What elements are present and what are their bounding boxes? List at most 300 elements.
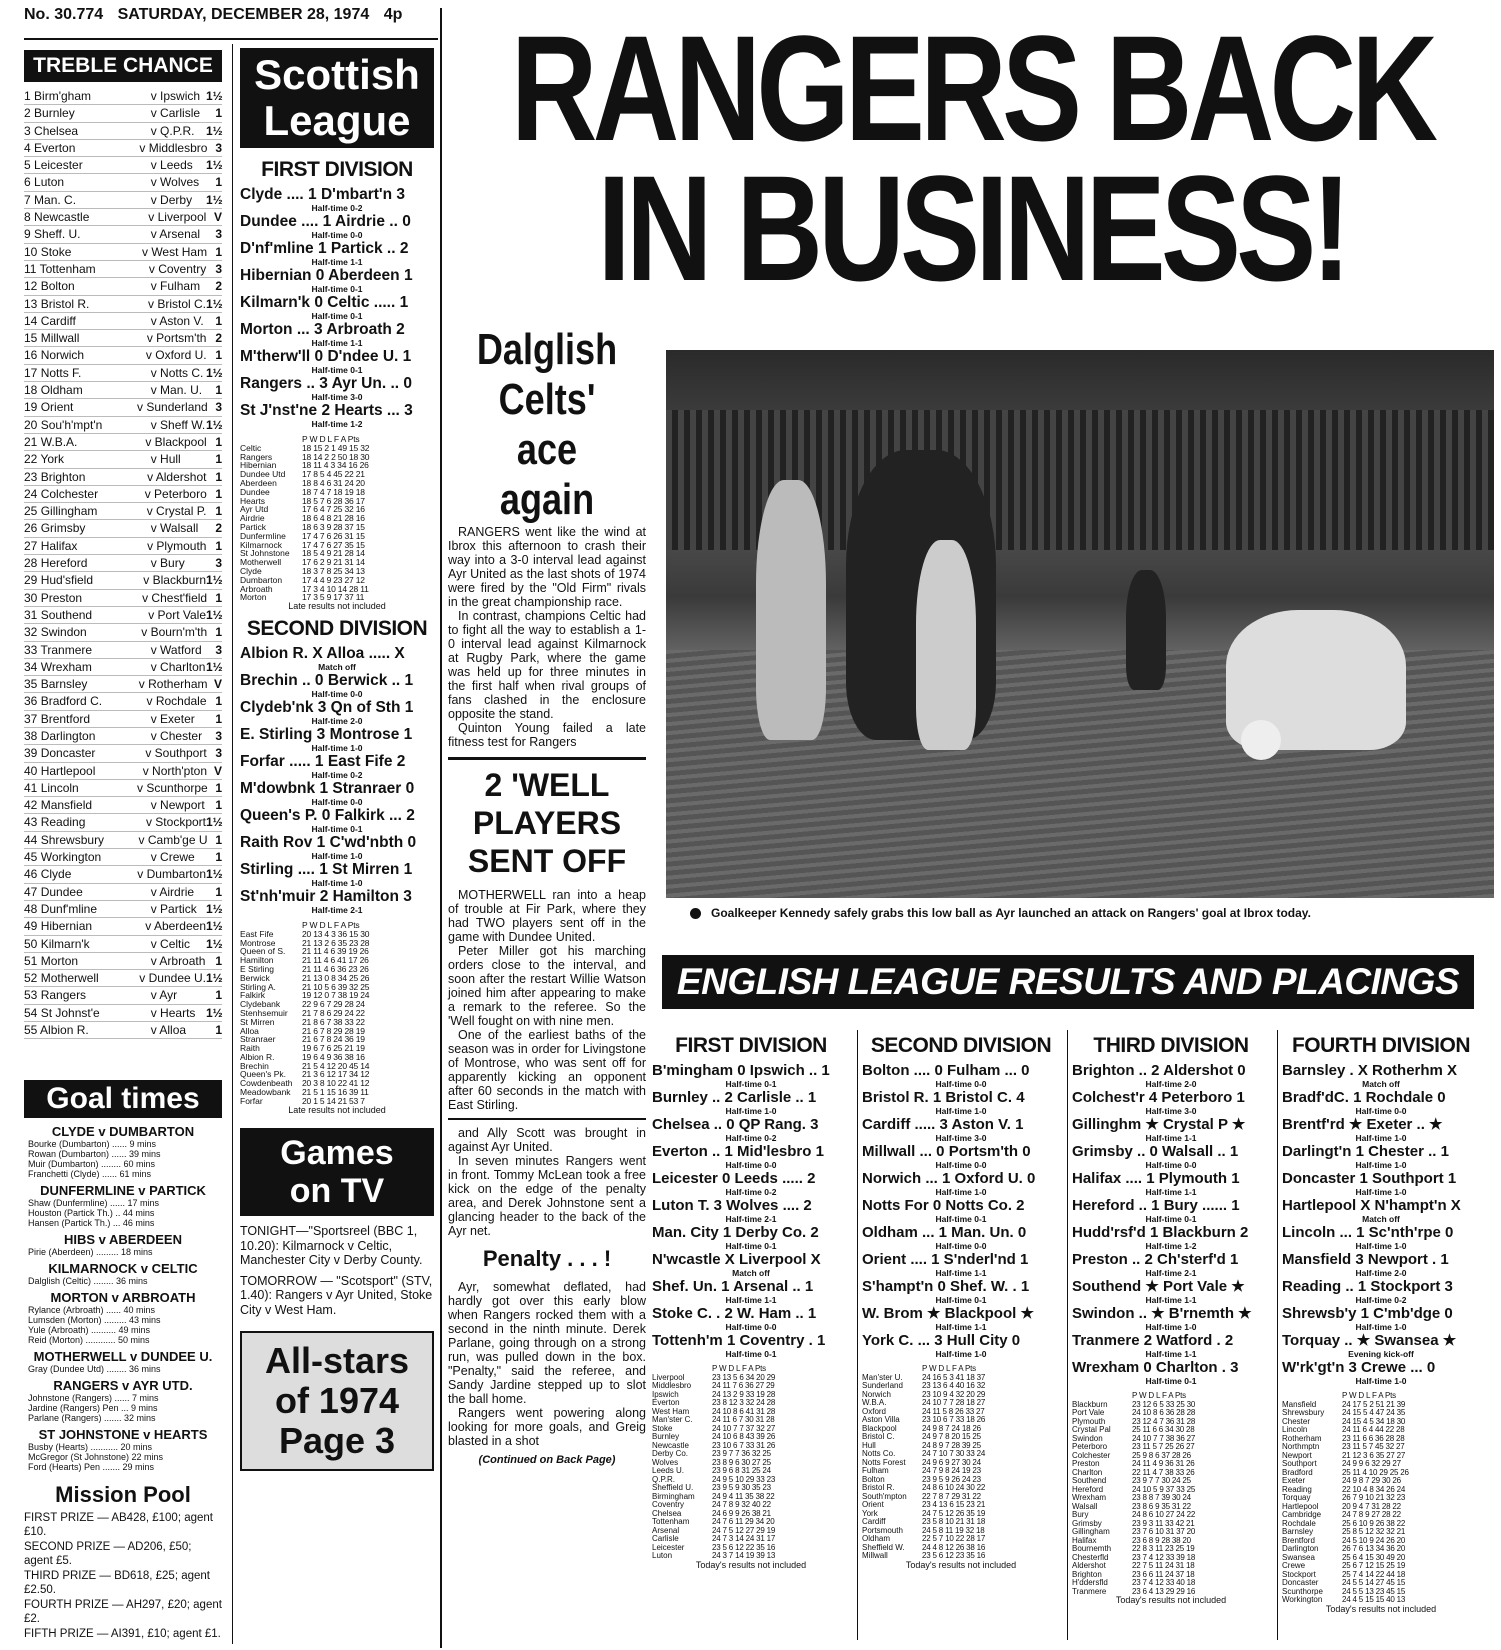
prediction: 3 <box>215 556 222 571</box>
team-stats: 25 9 8 6 37 28 26 <box>1132 1450 1191 1460</box>
team-stats: 23 11 5 7 45 32 27 <box>1342 1442 1405 1451</box>
coupon-number: 21 <box>24 434 38 449</box>
prediction: 1½ <box>206 607 223 622</box>
team-stats: 21 13 0 8 34 25 26 <box>302 972 370 983</box>
team-name: Notts Forest <box>862 1457 906 1467</box>
team-stats: 24 8 6 10 27 24 22 <box>1132 1510 1196 1519</box>
half-time-score: Half-time 0-0 <box>725 1322 777 1332</box>
team-stats: 23 11 5 7 25 26 27 <box>1132 1442 1195 1451</box>
team-name: Luton <box>652 1551 673 1560</box>
treble-chance-row <box>24 1005 222 1022</box>
away-team: v Sunderland <box>137 400 208 415</box>
result-line: Millwall ... 0 Portsm'th 0 <box>862 1143 1031 1160</box>
match-home <box>24 330 147 346</box>
scorer: Yule (Arbroath) .......... 49 mins <box>28 1325 151 1335</box>
treble-chance-row <box>24 642 222 659</box>
prediction: 1 <box>215 798 222 813</box>
prediction: 1 <box>215 625 222 640</box>
team-name: Stirling A. <box>240 981 276 992</box>
team-stats: 23 10 6 7 33 18 26 <box>922 1415 986 1424</box>
half-time-score: Half-time 0-0 <box>935 1079 987 1089</box>
paragraph: MOTHERWELL ran into a heap of trouble at Fir Park, where they had TWO players sent off in the game with Dundee United. <box>448 888 646 944</box>
away-team: v Sheff W. <box>150 417 206 432</box>
kicker: again <box>499 475 595 524</box>
prediction: 3 <box>215 728 222 743</box>
team-stats: 18 3 7 8 25 34 13 <box>302 565 365 576</box>
half-time-score: Match off <box>1362 1079 1400 1089</box>
prediction: 1 <box>215 832 222 847</box>
half-time-score: Half-time 3-0 <box>311 392 363 402</box>
match-home <box>24 313 151 329</box>
away-team: v Liverpool <box>148 210 207 225</box>
crosshead: Penalty . . . ! <box>482 1246 612 1271</box>
home-team: Clyde <box>40 867 72 882</box>
team-stats: 22 9 6 7 29 28 24 <box>302 999 365 1010</box>
match-home <box>24 88 151 104</box>
goal-times-match <box>24 1261 222 1286</box>
team-stats: 25 11 4 10 29 25 26 <box>1342 1467 1409 1477</box>
home-team: St Johnst'e <box>40 1005 100 1020</box>
treble-chance-row <box>24 261 222 278</box>
caption-text: Goalkeeper Kennedy safely grabs this low ball as Ayr launched an attack on Rangers' goal at Ibrox today. <box>711 906 1311 920</box>
team-stats: 23 12 4 7 36 31 28 <box>1132 1416 1196 1426</box>
team-name: Airdrie <box>240 513 265 524</box>
scorer: Johnstone (Rangers) ...... 7 mins <box>28 1393 159 1403</box>
half-time-score: Half-time 1-1 <box>725 1295 777 1305</box>
team-stats: 24 10 7 7 38 36 27 <box>1132 1433 1196 1443</box>
half-time-score: Half-time 0-2 <box>311 769 363 780</box>
team-stats: 24 10 7 7 28 18 27 <box>922 1398 986 1407</box>
match-home <box>24 278 151 294</box>
half-time-score: Half-time 0-1 <box>311 311 363 321</box>
team-name: Leicester <box>652 1542 685 1552</box>
half-time-score: Half-time 0-1 <box>725 1241 777 1251</box>
match-home <box>24 503 147 519</box>
away-team: v Exeter <box>150 711 195 726</box>
prediction: 1 <box>215 383 222 398</box>
team-name: Queen's Pk. <box>240 1069 287 1080</box>
half-time-score: Half-time 1-0 <box>1145 1322 1197 1332</box>
team-stats: 21 7 8 6 29 24 22 <box>302 1007 365 1018</box>
team-stats: 19 6 4 9 36 38 16 <box>302 1051 365 1062</box>
prediction: 3 <box>215 261 222 276</box>
team-name: Rangers <box>240 451 273 462</box>
result-line: S'hampt'n 0 Shef. W. . 1 <box>862 1278 1030 1295</box>
story-body <box>448 525 646 749</box>
away-team: v Derby <box>150 192 193 207</box>
half-time-score: Half-time 0-1 <box>311 365 363 375</box>
team-stats: 18 7 4 7 18 19 18 <box>302 486 365 497</box>
scorer: Shaw (Dunfermline) ...... 17 mins <box>28 1198 160 1208</box>
result-line: Doncaster 1 Southport 1 <box>1282 1170 1457 1187</box>
result-line: Southend ★ Port Vale ★ <box>1072 1278 1245 1295</box>
coupon-number: 31 <box>24 607 38 622</box>
team-name: Workington <box>1282 1595 1323 1604</box>
header-cells: P W D L F A Pts <box>1342 1391 1396 1400</box>
home-team: Notts F. <box>40 365 82 380</box>
prediction: 1½ <box>206 365 223 380</box>
result-line: Darlingt'n 1 Chester .. 1 <box>1282 1143 1449 1160</box>
goal-times-match <box>24 1124 222 1179</box>
paragraph: Quinton Young failed a late fitness test for Rangers <box>448 721 646 749</box>
coupon-number: 45 <box>24 850 38 865</box>
match-home <box>24 918 145 934</box>
match-home <box>24 296 148 312</box>
header-cells: P W D L F A Pts <box>302 919 360 930</box>
team-stats: 23 8 8 7 39 30 24 <box>1132 1493 1191 1502</box>
title-line: League <box>263 97 411 144</box>
scottish-first-division-results <box>240 186 434 429</box>
half-time-score: Half-time 2-0 <box>1355 1268 1407 1278</box>
team-name: Gillingham <box>1072 1527 1110 1536</box>
team-stats: 23 6 8 9 28 38 20 <box>1132 1535 1191 1545</box>
team-name: Port Vale <box>1072 1408 1105 1417</box>
treble-chance-row <box>24 244 222 261</box>
match-home <box>24 884 151 900</box>
team-stats: 24 11 7 6 36 27 29 <box>712 1381 775 1390</box>
team-stats: 24 13 2 9 33 19 28 <box>712 1389 776 1399</box>
treble-chance-row <box>24 745 222 762</box>
all-stars-promo[interactable] <box>240 1331 434 1471</box>
match-title: KILMARNOCK v CELTIC <box>48 1261 198 1276</box>
team-stats: 21 11 4 6 41 17 26 <box>302 955 369 966</box>
coupon-number: 10 <box>24 244 38 259</box>
result-line: Bradf'dC. 1 Rochdale 0 <box>1282 1089 1446 1106</box>
result-line: Stoke C. . 2 W. Ham .. 1 <box>652 1305 817 1322</box>
match-home <box>24 814 146 830</box>
away-team: v Partick <box>150 901 197 916</box>
prediction: 1 <box>215 590 222 605</box>
result-line: Hartlepool X N'hampt'n X <box>1282 1197 1461 1214</box>
away-team: v Crystal P. <box>146 504 207 519</box>
team-stats: 23 7 6 10 31 37 20 <box>1132 1527 1196 1536</box>
away-team: v North'pton <box>142 763 208 778</box>
half-time-score: Half-time 2-1 <box>725 1214 777 1224</box>
treble-chance-row <box>24 624 222 641</box>
home-team: Dunf'mline <box>40 901 98 916</box>
coupon-number: 19 <box>24 400 38 415</box>
team-stats: 25 6 7 12 15 25 19 <box>1342 1561 1406 1570</box>
home-team: Oldham <box>40 383 83 398</box>
team-name: Chelsea <box>652 1508 682 1518</box>
prediction: 1 <box>215 988 222 1003</box>
result-line: Barnsley . X Rotherhm X <box>1282 1062 1458 1079</box>
team-stats: 23 13 6 4 40 16 32 <box>922 1381 986 1390</box>
result-line: Hudd'rsf'd 1 Blackburn 2 <box>1072 1224 1249 1241</box>
away-team: v Carlisle <box>150 106 201 121</box>
coupon-number: 42 <box>24 798 38 813</box>
team-name: Peterboro <box>1072 1442 1108 1451</box>
coupon-number: 41 <box>24 780 38 795</box>
scottish-second-division-table <box>240 921 434 1115</box>
treble-chance-row <box>24 711 222 728</box>
kicker: Dalglish <box>476 325 618 374</box>
result-line: D'nf'mline 1 Partick .. 2 <box>240 240 409 257</box>
team-name: Doncaster <box>1282 1578 1319 1587</box>
coupon-number: 15 <box>24 331 38 346</box>
result-line: Dundee .... 1 Airdrie .. 0 <box>240 213 411 230</box>
home-team: Shrewsbury <box>40 832 105 847</box>
result-line: Luton T. 3 Wolves .... 2 <box>652 1197 812 1214</box>
team-stats: 21 5 4 12 20 45 14 <box>302 1060 370 1071</box>
match-home <box>24 209 148 225</box>
team-stats: 17 4 7 6 26 31 15 <box>302 530 365 541</box>
paragraph: Rangers went powering along looking for more goals, and Greig blasted in a shot <box>448 1406 646 1448</box>
team-name: Grimsby <box>1072 1518 1102 1528</box>
coupon-number: 6 <box>24 175 31 190</box>
result-line: W. Brom ★ Blackpool ★ <box>862 1305 1034 1322</box>
home-team: Sheff. U. <box>34 227 81 242</box>
team-name: Reading <box>1282 1484 1312 1494</box>
result-line: Hibernian 0 Aberdeen 1 <box>240 267 413 284</box>
home-team: Gillingham <box>40 504 98 519</box>
team-name: Stoke <box>652 1423 673 1433</box>
away-team: v West Ham <box>141 244 208 259</box>
half-time-score: Half-time 1-0 <box>311 877 363 888</box>
coupon-number: 2 <box>24 106 31 121</box>
team-stats: 17 4 7 6 27 35 15 <box>302 539 365 550</box>
result-line: M'dowbnk 1 Stranraer 0 <box>240 779 415 797</box>
prediction: 1 <box>215 1023 222 1038</box>
team-name: Motherwell <box>240 557 282 568</box>
team-name: Forfar <box>240 1095 263 1106</box>
team-name: Sunderland <box>862 1381 903 1390</box>
match-home <box>24 590 142 606</box>
prediction: 1 <box>215 694 222 709</box>
subheadline: 2 'WELL PLAYERS SENT OFF <box>448 757 646 880</box>
games-on-tv-title <box>240 1128 434 1216</box>
away-team: v Walsall <box>150 521 199 536</box>
team-name: Alloa <box>240 1025 259 1036</box>
team-stats: 19 6 7 6 25 21 19 <box>302 1043 365 1054</box>
treble-chance-list <box>24 88 222 1039</box>
team-name: Man'ster U. <box>862 1372 903 1382</box>
team-stats: 24 9 5 10 29 33 23 <box>712 1474 776 1484</box>
result-line: York C. ... 3 Hull City 0 <box>862 1332 1021 1349</box>
team-name: Stockport <box>1282 1569 1316 1579</box>
away-team: v Dundee U. <box>139 971 206 986</box>
team-name: Shrewsbury <box>1282 1408 1325 1417</box>
team-stats: 21 8 6 7 38 33 22 <box>302 1016 365 1027</box>
away-team: v Leeds <box>150 158 193 173</box>
team-name: Tottenham <box>652 1517 690 1526</box>
match-home <box>24 745 145 761</box>
home-team: Colchester <box>40 486 99 501</box>
header-cells: P W D L F A Pts <box>922 1364 976 1373</box>
team-name: Meadowbank <box>240 1087 291 1098</box>
treble-chance-row <box>24 88 222 105</box>
prediction: 2 <box>215 279 222 294</box>
team-stats: 24 5 5 13 23 45 15 <box>1342 1586 1406 1596</box>
league-table <box>652 1365 850 1569</box>
treble-chance-row <box>24 814 222 831</box>
treble-chance-row <box>24 469 222 486</box>
home-team: Bolton <box>40 279 75 294</box>
team-name: Mansfield <box>1282 1399 1317 1409</box>
away-team: v Ipswich <box>150 89 201 103</box>
player-figure <box>1126 570 1166 690</box>
treble-chance-row <box>24 538 222 555</box>
team-stats: 23 7 4 12 33 39 18 <box>1132 1552 1196 1562</box>
half-time-score: Half-time 1-0 <box>1355 1241 1407 1251</box>
division-title: FIRST DIVISION <box>675 1034 827 1057</box>
scottish-first-division-table <box>240 435 434 611</box>
team-name: Raith <box>240 1043 260 1054</box>
prediction: 1½ <box>206 901 223 916</box>
away-team: v Scunthorpe <box>137 780 208 795</box>
home-team: York <box>40 452 65 467</box>
team-stats: 18 14 2 2 50 18 30 <box>302 451 370 462</box>
coupon-number: 40 <box>24 763 38 778</box>
coupon-number: 47 <box>24 884 38 899</box>
away-team: v Peterboro <box>144 486 207 501</box>
half-time-score: Half-time 0-2 <box>725 1187 777 1197</box>
team-stats: 24 9 7 8 20 15 25 <box>922 1432 981 1441</box>
goal-times-list <box>24 1124 222 1472</box>
away-team: v Celtic <box>150 936 191 951</box>
away-team: v Blackpool <box>145 434 207 449</box>
team-stats: 24 8 9 7 28 39 25 <box>922 1440 981 1450</box>
home-team: Sou'h'mpt'n <box>40 417 103 432</box>
away-team: v Dumbarton <box>137 867 206 882</box>
result-line: Shef. Un. 1 Arsenal .. 1 <box>652 1278 814 1295</box>
team-stats: 24 5 8 11 19 32 18 <box>922 1525 985 1535</box>
team-stats: 17 6 2 9 21 31 14 <box>302 557 365 568</box>
result-line: Tottenh'm 1 Coventry . 1 <box>652 1332 826 1349</box>
treble-chance-row <box>24 520 222 537</box>
team-stats: 23 9 3 11 33 42 21 <box>1132 1518 1195 1528</box>
home-team: Man. C. <box>34 192 77 207</box>
away-team: v Stockport <box>145 815 206 830</box>
team-stats: 24 10 6 8 43 39 26 <box>712 1432 776 1441</box>
away-team: v Wolves <box>150 175 200 190</box>
prediction: 1½ <box>206 158 223 173</box>
tv-listing: TONIGHT—"Sportsreel (BBC 1, 10.20): Kilmarnock v Celtic, Manchester City v Derby County. <box>240 1224 423 1268</box>
home-team: Hud'sfield <box>40 573 94 588</box>
prediction: 1 <box>215 452 222 467</box>
away-team: v Watford <box>150 642 202 657</box>
paragraph: RANGERS went like the wind at Ibrox this afternoon to crash their way into a 3-0 interval lead against Ayr United as the last shots of 1974 were fired by the "Old Firm" rivals in the great championship race. <box>448 525 646 609</box>
half-time-score: Half-time 1-1 <box>935 1268 987 1278</box>
team-stats: 24 5 5 14 27 45 15 <box>1342 1578 1406 1587</box>
coupon-number: 55 <box>24 1023 38 1038</box>
team-stats: 23 8 12 3 32 24 28 <box>712 1398 776 1407</box>
team-name: Torquay <box>1282 1493 1311 1502</box>
result-line: B'mingham 0 Ipswich .. 1 <box>652 1062 830 1079</box>
half-time-score: Half-time 0-0 <box>725 1160 777 1170</box>
treble-chance-row <box>24 434 222 451</box>
coupon-number: 32 <box>24 625 38 640</box>
team-stats: 26 7 6 13 34 36 20 <box>1342 1544 1406 1553</box>
result-line: Lincoln ... 1 Sc'nth'rpe 0 <box>1282 1224 1454 1241</box>
player-figure <box>916 540 976 750</box>
coupon-number: 17 <box>24 365 38 380</box>
away-team: v Notts C. <box>150 365 204 380</box>
team-name: Middlesbro <box>652 1381 692 1390</box>
match-home <box>24 797 151 813</box>
match-home <box>24 970 139 986</box>
half-time-score: Half-time 1-0 <box>725 1106 777 1116</box>
coupon-number: 29 <box>24 573 38 588</box>
away-team: v Q.P.R. <box>150 123 195 138</box>
half-time-score: Half-time 1-0 <box>935 1349 987 1359</box>
prediction: 1 <box>215 538 222 553</box>
team-stats: 25 7 4 14 22 44 18 <box>1342 1569 1406 1579</box>
result-line: Mansfield 3 Newport . 1 <box>1282 1251 1449 1268</box>
half-time-score: Half-time 0-1 <box>935 1295 987 1305</box>
home-team: Cardiff <box>40 313 76 328</box>
masthead-rule <box>24 38 438 40</box>
away-team: v Bristol C. <box>147 296 206 311</box>
half-time-score: Half-time 0-0 <box>311 230 363 240</box>
team-name: Norwich <box>862 1389 891 1399</box>
column-rule <box>857 1030 858 1640</box>
half-time-score: Half-time 0-0 <box>311 796 363 807</box>
story-body <box>448 1126 646 1238</box>
team-stats: 24 15 5 4 47 24 35 <box>1342 1408 1406 1417</box>
team-stats: 23 5 8 10 21 31 18 <box>922 1517 986 1526</box>
coupon-number: 44 <box>24 832 38 847</box>
team-name: South'mpton <box>862 1491 907 1501</box>
prediction: 1½ <box>206 573 223 588</box>
bullet-icon <box>690 908 701 919</box>
treble-chance-row <box>24 572 222 589</box>
home-team: Albion R. <box>40 1023 89 1038</box>
paragraph: In seven minutes Rangers went in front. Tommy McLean took a free kick on the edge of the penalty area, and Derek Johnstone sent a glancing header to the back of the Ayr net. <box>448 1154 646 1238</box>
table-note: Late results not included <box>288 601 386 612</box>
result-line: Brighton .. 2 Aldershot 0 <box>1072 1062 1246 1079</box>
team-name: Crewe <box>1282 1561 1306 1570</box>
half-time-score: Half-time 1-0 <box>935 1106 987 1116</box>
prediction: 1 <box>215 348 222 363</box>
prediction: 1½ <box>206 417 223 432</box>
home-team: Wrexham <box>40 659 92 674</box>
home-team: Brentford <box>40 711 91 726</box>
table-note: Today's results not included <box>695 1559 807 1570</box>
story-body <box>448 888 646 1112</box>
treble-chance-row <box>24 780 222 797</box>
header-cells: P W D L F A Pts <box>302 434 360 444</box>
goal-times-match <box>24 1349 222 1374</box>
team-stats: 21 12 3 6 35 27 27 <box>1342 1450 1406 1460</box>
promo-line: Page 3 <box>278 1420 396 1462</box>
issue-number: No. 30.774 <box>24 6 104 23</box>
half-time-score: Half-time 1-1 <box>1145 1133 1197 1143</box>
half-time-score: Half-time 1-0 <box>1355 1187 1407 1197</box>
team-name: Cowdenbeath <box>240 1078 293 1089</box>
result-line: Tranmere 2 Watford . 2 <box>1072 1332 1234 1349</box>
match-home <box>24 711 151 727</box>
prediction: V <box>213 210 222 225</box>
match-home <box>24 1022 151 1038</box>
team-stats: 23 6 4 13 29 29 16 <box>1132 1586 1196 1596</box>
team-name: Carlisle <box>652 1534 679 1543</box>
treble-chance-row <box>24 278 222 295</box>
coupon-number: 9 <box>24 227 31 242</box>
continued-note: (Continued on Back Page) <box>478 1454 616 1466</box>
paragraph: Ayr, somewhat deflated, had hardly got over this early blow when Rangers rocked them with a second in the ninth minute. Derek Parlane, going through on a strong run, was pulled down in the box. "Penalty," said the referee, and Sandy Jardine stepped up to slot the ball home. <box>448 1280 646 1406</box>
half-time-score: Half-time 1-1 <box>311 338 363 348</box>
away-team: v Southport <box>145 746 207 761</box>
scottish-league-title <box>240 48 434 148</box>
team-name: Aberdeen <box>240 477 277 488</box>
treble-chance-row <box>24 901 222 918</box>
title-line: Games <box>280 1134 394 1173</box>
prediction: V <box>213 763 222 778</box>
match-home <box>24 347 146 363</box>
result-line: Morton ... 3 Arbroath 2 <box>240 321 405 338</box>
goal-times-match <box>24 1290 222 1345</box>
